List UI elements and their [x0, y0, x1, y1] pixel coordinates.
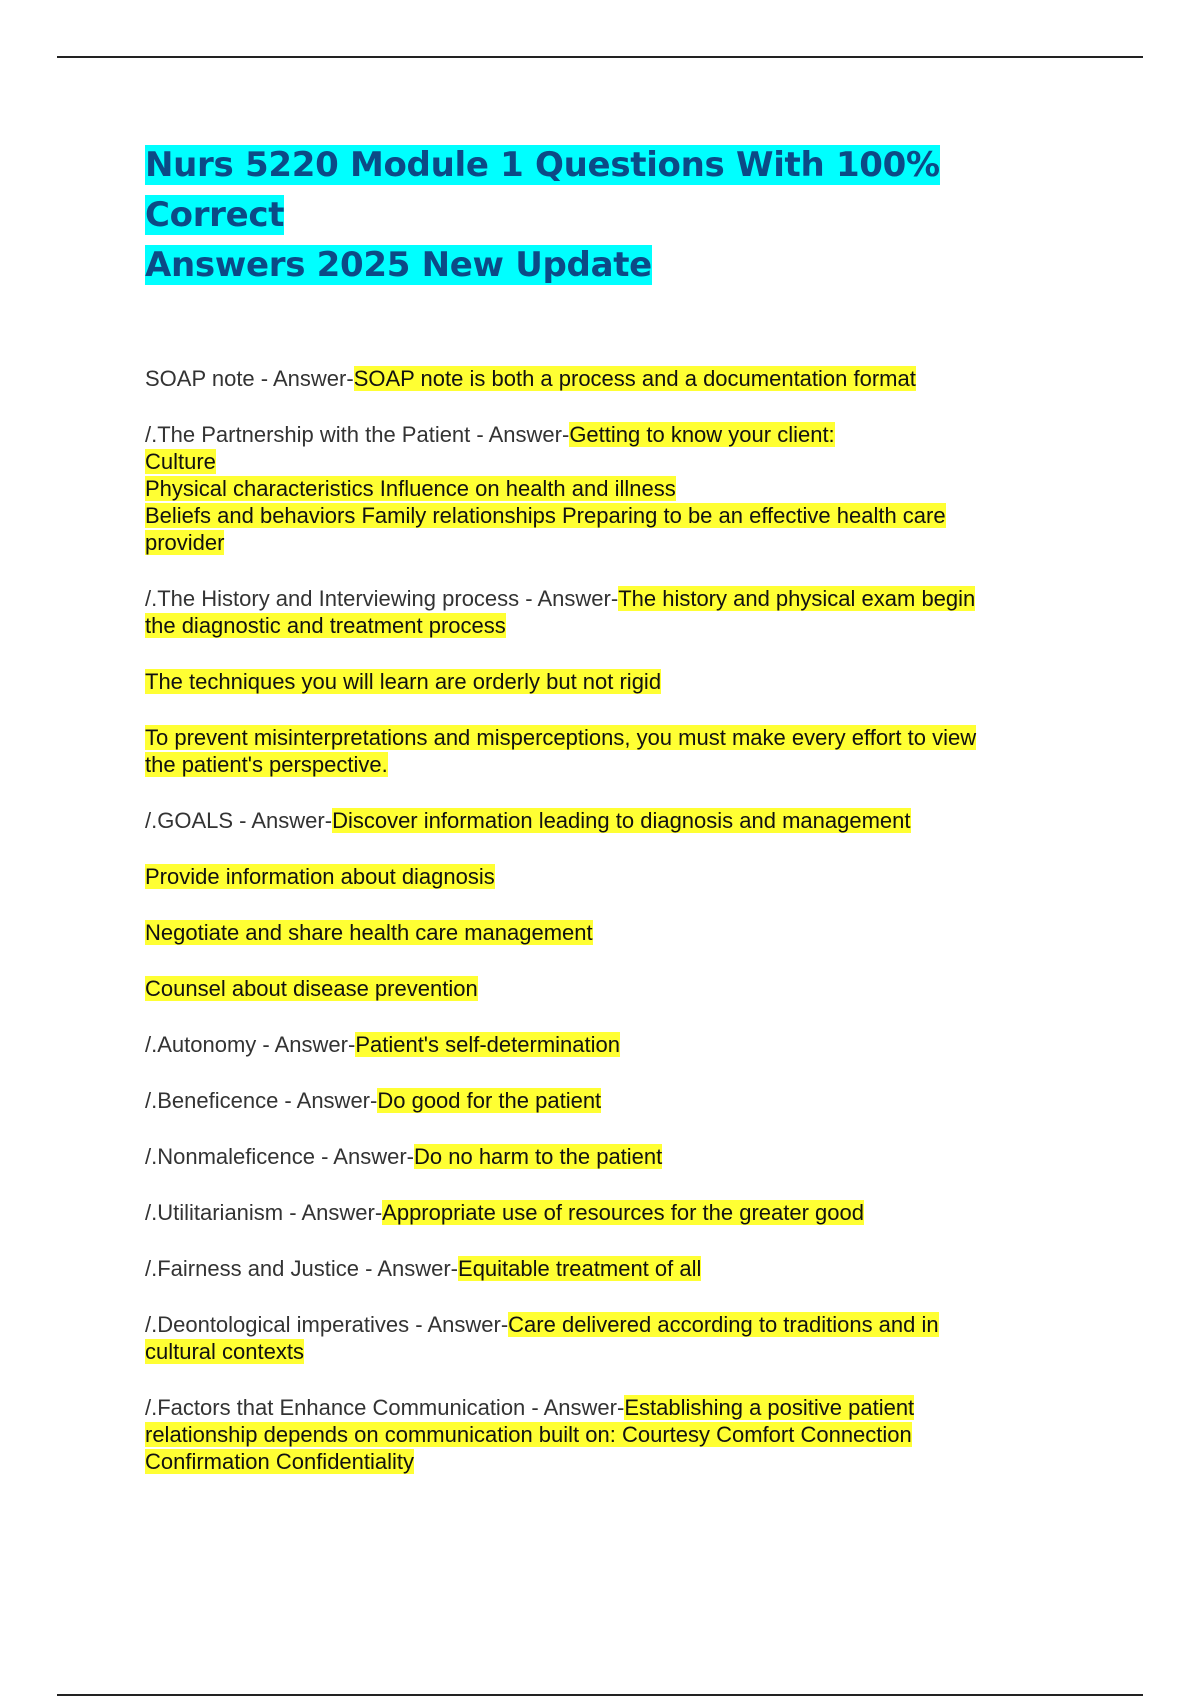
qa-entry: [145, 1143, 1070, 1170]
entry-answer: Patient's self-determination: [355, 1032, 620, 1057]
entry-term: /.Utilitarianism - Answer-: [145, 1200, 383, 1225]
qa-entry: [145, 807, 1070, 834]
entry-answer: Culture: [145, 449, 216, 474]
qa-entry: [145, 863, 1070, 890]
qa-entry: [145, 585, 1070, 639]
entry-answer: SOAP note is both a process and a documentation format: [353, 366, 916, 391]
entry-answer: Discover information leading to diagnosis and management: [332, 808, 911, 833]
qa-entry: [145, 1031, 1070, 1058]
entry-answer: relationship depends on communication built on: Courtesy Comfort Connection: [145, 1422, 912, 1447]
qa-entry: [145, 1394, 1070, 1475]
qa-entry: [145, 1255, 1070, 1282]
entry-term: /.The History and Interviewing process - Answer-: [145, 586, 619, 611]
entry-term: /.The Partnership with the Patient - Answer-: [145, 422, 570, 447]
entry-answer: Establishing a positive patient: [624, 1395, 915, 1420]
entry-answer: Do no harm to the patient: [414, 1144, 663, 1169]
entry-term: /.GOALS - Answer-: [145, 808, 333, 833]
qa-entry: [145, 365, 1070, 392]
qa-entry: [145, 421, 1070, 556]
entry-answer: Do good for the patient: [377, 1088, 602, 1113]
entry-answer: The history and physical exam begin: [618, 586, 976, 611]
entry-answer: the diagnostic and treatment process: [145, 613, 506, 638]
entry-term: /.Autonomy - Answer-: [145, 1032, 356, 1057]
entry-answer: Counsel about disease prevention: [145, 976, 478, 1001]
entry-term: /.Deontological imperatives - Answer-: [145, 1312, 509, 1337]
qa-entry: [145, 1087, 1070, 1114]
entry-answer: Getting to know your client:: [569, 422, 835, 447]
entry-term: SOAP note - Answer-: [145, 366, 354, 391]
entry-answer: provider: [145, 530, 225, 555]
top-rule: [57, 56, 1143, 58]
entry-answer: Care delivered according to traditions and in: [508, 1312, 939, 1337]
entry-term: /.Fairness and Justice - Answer-: [145, 1256, 459, 1281]
document-body: [145, 140, 1070, 1504]
title-line-2: Answers 2025 New Update: [145, 245, 652, 285]
entry-answer: Beliefs and behaviors Family relationships Preparing to be an effective health care: [145, 503, 946, 528]
qa-entry: [145, 1311, 1070, 1365]
document-title: [145, 140, 1070, 290]
entry-answer: To prevent misinterpretations and misperceptions, you must make every effort to view: [145, 725, 977, 750]
entry-answer: Physical characteristics Influence on health and illness: [145, 476, 676, 501]
title-line-1: Nurs 5220 Module 1 Questions With 100% Correct: [145, 145, 940, 235]
entry-answer: Appropriate use of resources for the greater good: [382, 1200, 864, 1225]
entry-answer: Provide information about diagnosis: [145, 864, 495, 889]
qa-entry: [145, 919, 1070, 946]
entry-answer: the patient's perspective.: [145, 752, 388, 777]
qa-entry: [145, 1199, 1070, 1226]
qa-entry: [145, 668, 1070, 695]
qa-entry: [145, 975, 1070, 1002]
qa-list: [145, 365, 1070, 1475]
entry-term: /.Factors that Enhance Communication - Answer-: [145, 1395, 625, 1420]
entry-term: /.Beneficence - Answer-: [145, 1088, 378, 1113]
entry-answer: Confirmation Confidentiality: [145, 1449, 415, 1474]
entry-term: /.Nonmaleficence - Answer-: [145, 1144, 414, 1169]
entry-answer: cultural contexts: [145, 1339, 304, 1364]
entry-answer: The techniques you will learn are orderly but not rigid: [145, 669, 662, 694]
entry-answer: Negotiate and share health care management: [145, 920, 593, 945]
qa-entry: [145, 724, 1070, 778]
bottom-rule: [57, 1694, 1143, 1696]
entry-answer: Equitable treatment of all: [458, 1256, 702, 1281]
